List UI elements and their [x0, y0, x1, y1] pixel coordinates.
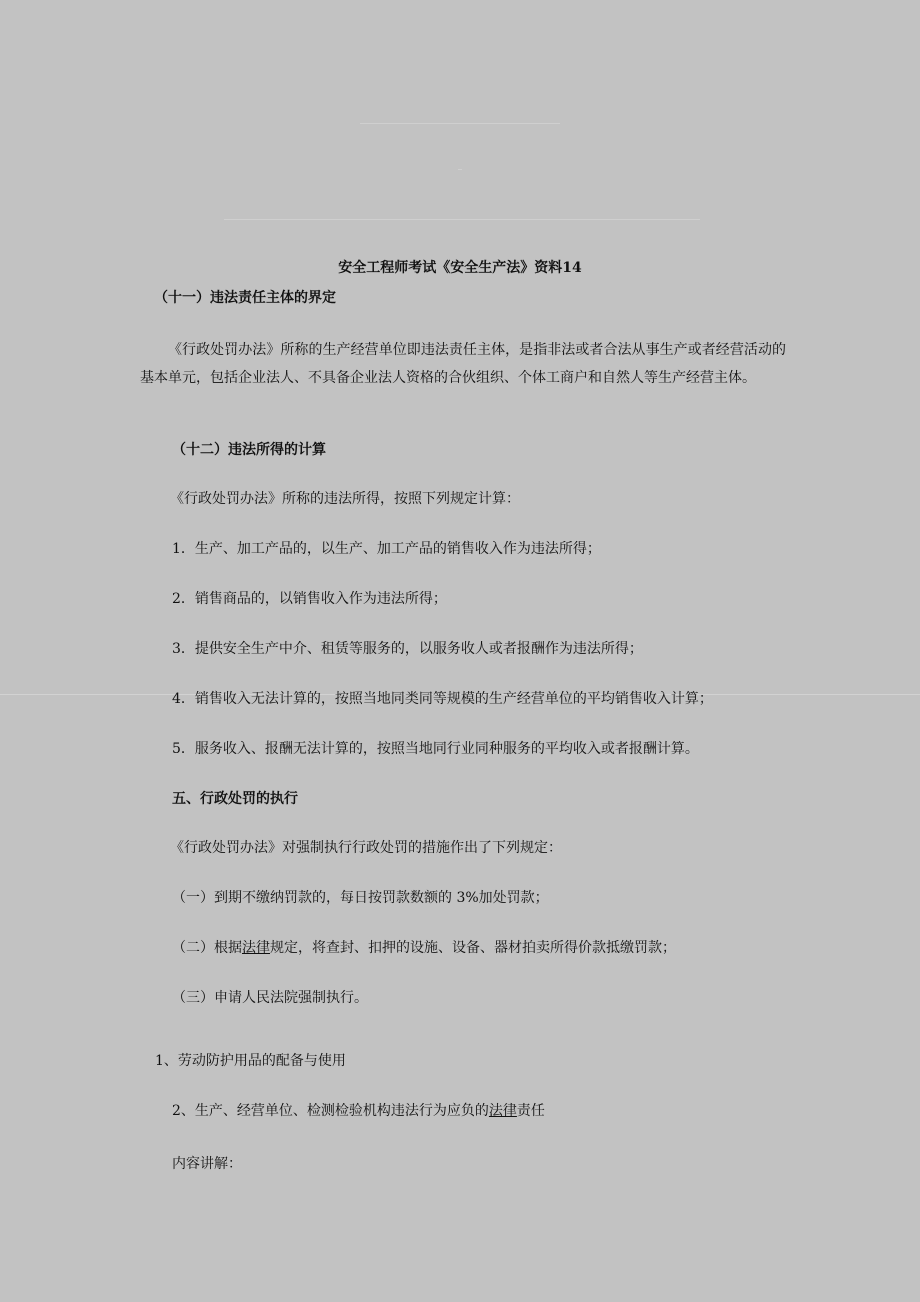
list-item	[172, 939, 676, 957]
list-item: 1．生产、加工产品的，以生产、加工产品的销售收入作为违法所得；	[172, 541, 601, 557]
law-link[interactable]: 法律	[242, 940, 270, 956]
list-item: 3．提供安全生产中介、租赁等服务的，以服务收人或者报酬作为违法所得；	[172, 641, 643, 657]
section-12-heading: （十二）违法所得的计算	[172, 442, 326, 458]
list-item: 4．销售收入无法计算的，按照当地同类同等规模的生产经营单位的平均销售收入计算；	[172, 691, 713, 707]
section-11-heading: （十一）违法责任主体的界定	[154, 290, 336, 306]
section-5-heading: 五、行政处罚的执行	[172, 791, 298, 807]
topic-2	[172, 1102, 545, 1120]
section-11-body: 《行政处罚办法》所称的生产经营单位即违法责任主体，是指非法或者合法从事生产或者经营活动的基本单元，包括企业法人、不具备企业法人资格的合伙组织、个体工商户和自然人等生产经营主体。	[140, 342, 786, 386]
list-item-prefix: （二）根据	[172, 940, 242, 956]
content-label: 内容讲解：	[172, 1156, 242, 1172]
header-dot	[458, 169, 462, 170]
list-item: 5．服务收入、报酬无法计算的，按照当地同行业同种服务的平均收入或者报酬计算。	[172, 741, 699, 757]
document-title: 安全工程师考试《安全生产法》资料14	[338, 260, 582, 276]
list-item-suffix: 规定，将查封、扣押的设施、设备、器材拍卖所得价款抵缴罚款；	[270, 940, 676, 956]
list-item: （三）申请人民法院强制执行。	[172, 990, 368, 1006]
law-link[interactable]: 法律	[488, 1103, 517, 1119]
topic-2-suffix: 责任	[516, 1103, 545, 1119]
list-item: （一）到期不缴纳罚款的，每日按罚款数额的 3%加处罚款；	[172, 890, 549, 906]
section-5-intro: 《行政处罚办法》对强制执行行政处罚的措施作出了下列规定：	[170, 840, 562, 856]
section-12-intro: 《行政处罚办法》所称的违法所得，按照下列规定计算：	[170, 491, 520, 507]
topic-2-prefix: 2、生产、经营单位、检测检验机构违法行为应负的	[172, 1103, 489, 1119]
header-rule-top	[360, 123, 560, 124]
list-item: 2．销售商品的，以销售收入作为违法所得；	[172, 591, 447, 607]
header-rule-mid	[224, 219, 700, 220]
topic-1: 1、劳动防护用品的配备与使用	[155, 1053, 346, 1069]
